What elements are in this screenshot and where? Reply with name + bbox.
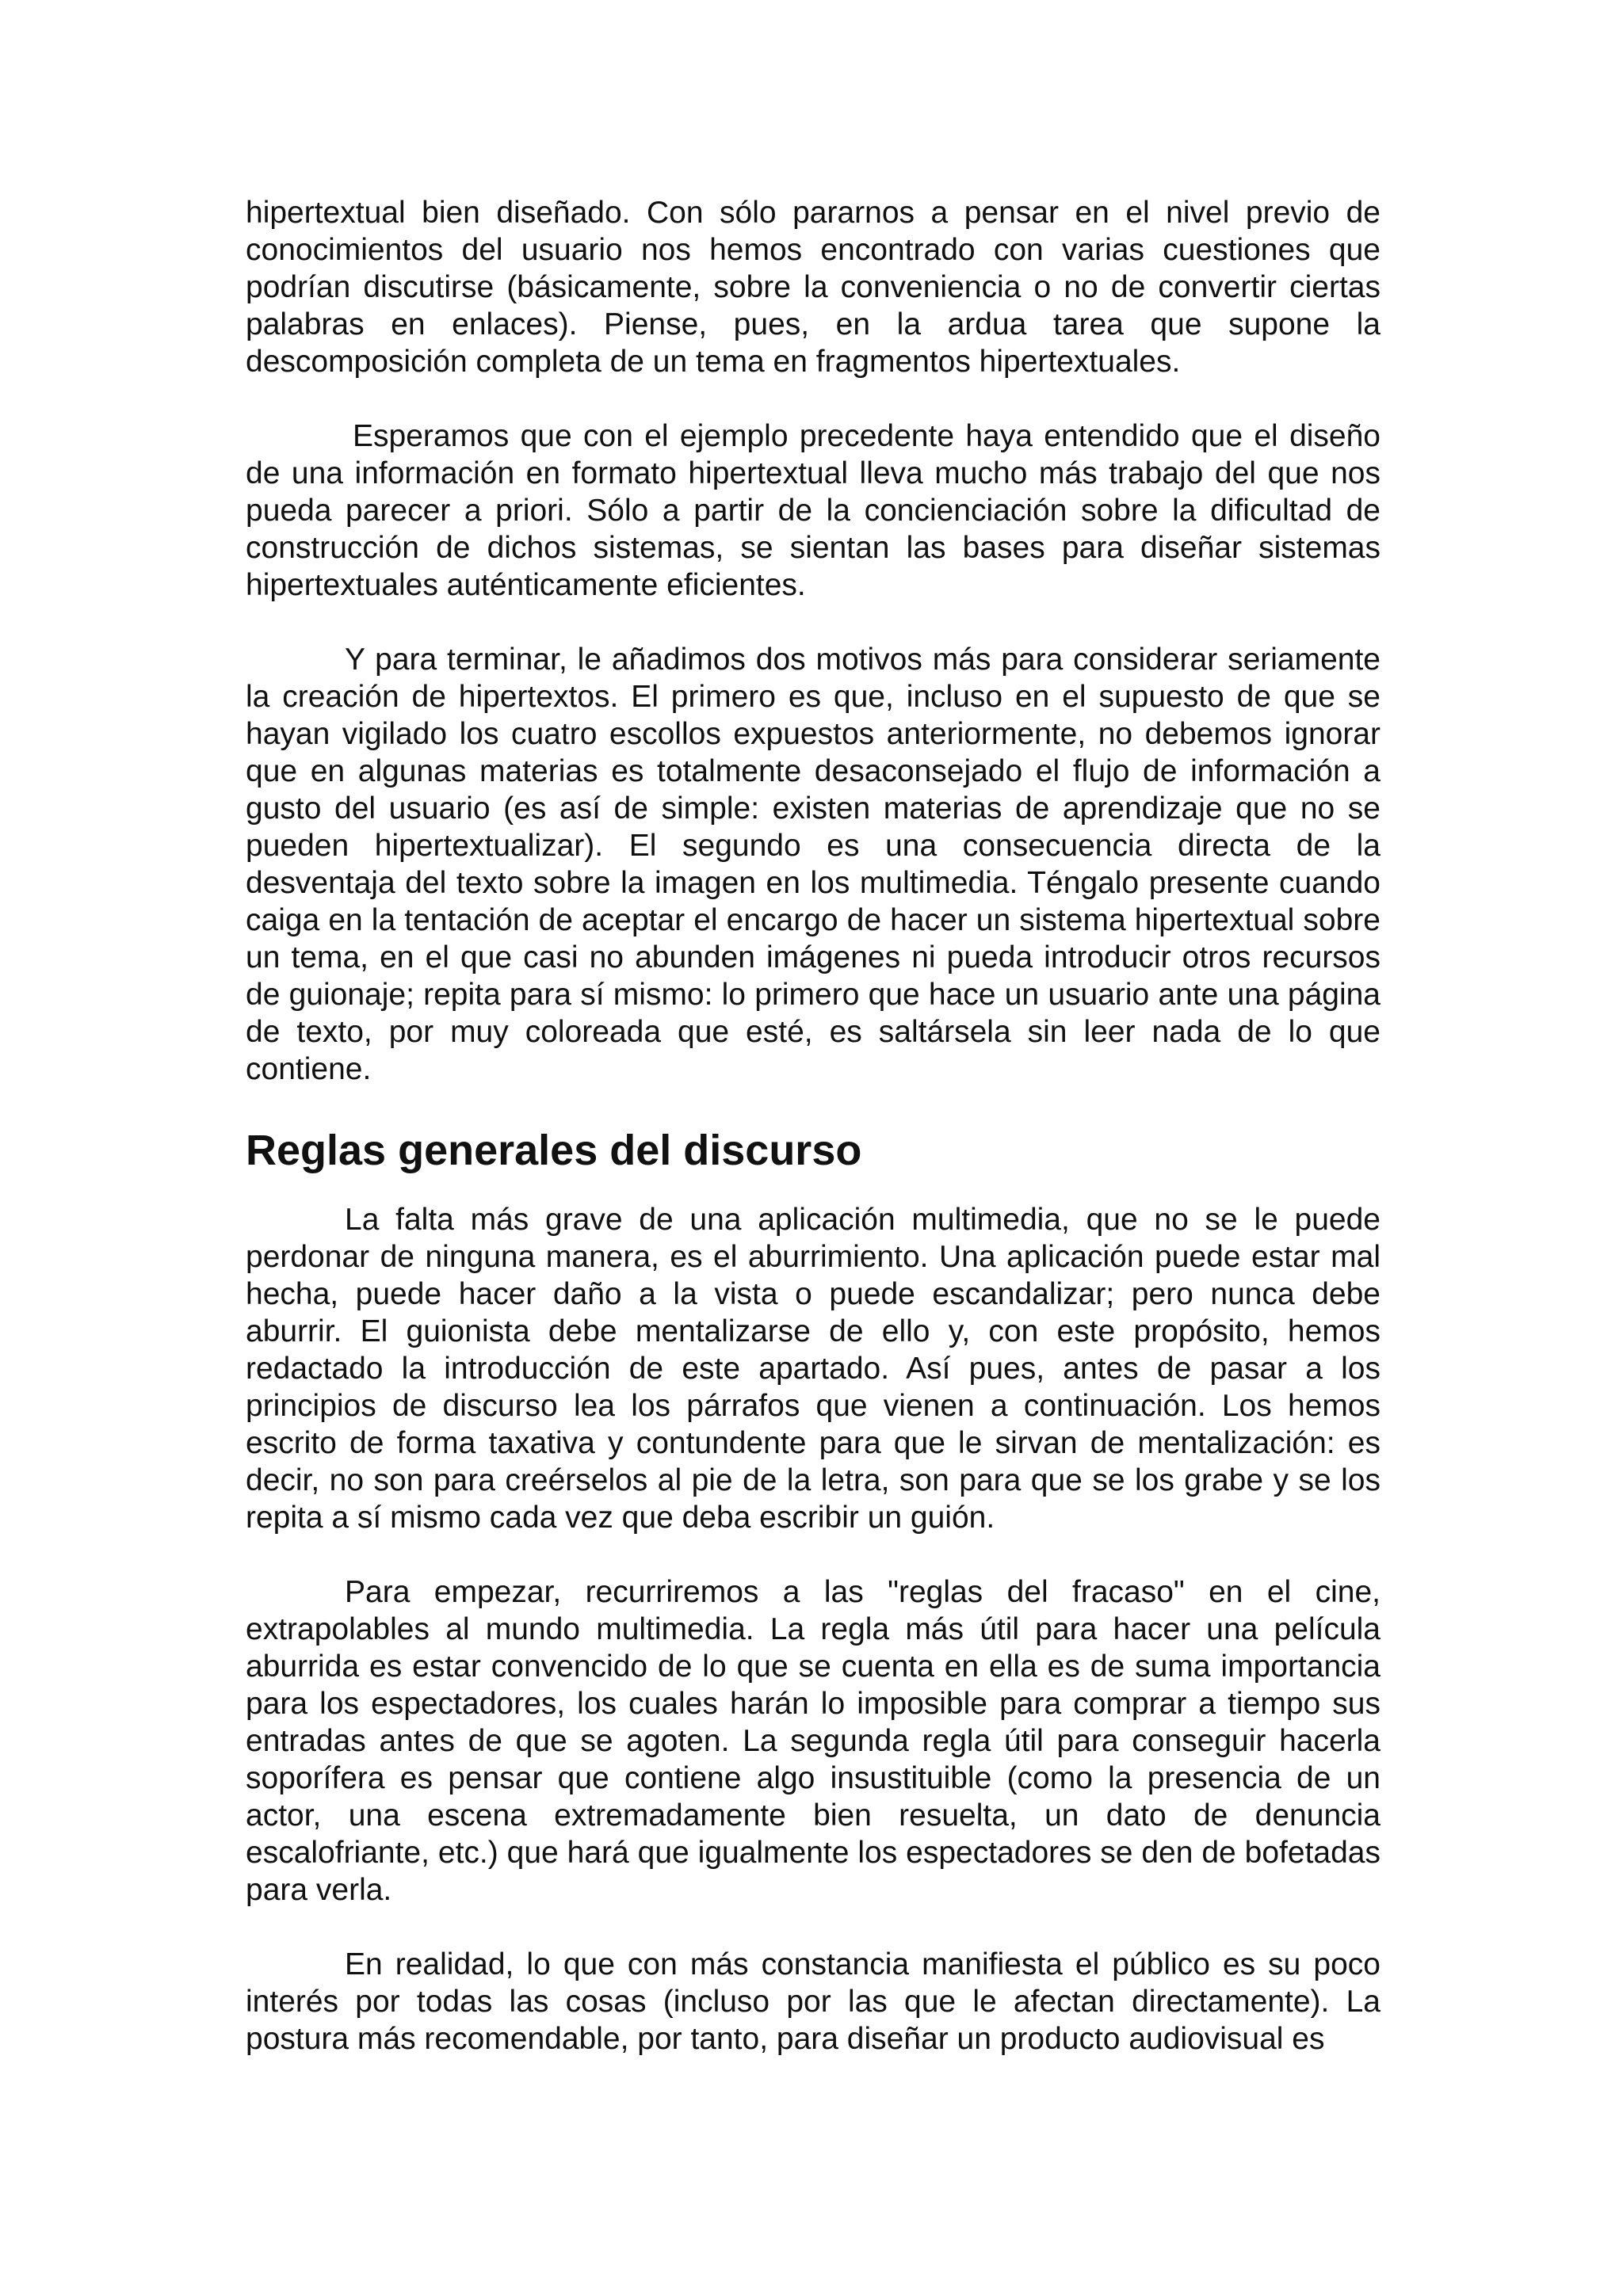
paragraph-en-realidad: En realidad, lo que con más constancia manifiesta el público es su poco interés por todas las cosas (incluso por las que le afectan directamente). La postura más recomendable, por tanto, para diseñar un producto audiovisual es (246, 1947, 1381, 2056)
document-body (246, 194, 1381, 2058)
paragraph-continuation: hipertextual bien diseñado. Con sólo pararnos a pensar en el nivel previo de conocimientos del usuario nos hemos encontrado con varias cuestiones que podrían discutirse (básicamente, sobre la conveniencia o no de convertir ciertas palabras en enlaces). Piense, pues, en la ardua tarea que supone la descomposición completa de un tema en fragmentos hipertextuales. (246, 196, 1381, 379)
paragraph-para-terminar: Y para terminar, le añadimos dos motivos más para considerar seriamente la creación de hipertextos. El primero es que, incluso en el supuesto de que se hayan vigilado los cuatro escollos expuestos anteriormente, no debemos ignorar que en algunas materias es totalmente desaconsejado el flujo de información a gusto del usuario (es así de simple: existen materias de aprendizaje que no se pueden hipertextualizar). El segundo es una consecuencia directa de la desventaja del texto sobre la imagen en los multimedia. Téngalo presente cuando caiga en la tentación de aceptar el encargo de hacer un sistema hipertextual sobre un tema, en el que casi no abunden imágenes ni pueda introducir otros recursos de guionaje; repita para sí mismo: lo primero que hace un usuario ante una página de texto, por muy coloreada que esté, es saltársela sin leer nada de lo que contiene. (246, 643, 1381, 1086)
paragraph-esperamos: Esperamos que con el ejemplo precedente haya entendido que el diseño de una información en formato hipertextual lleva mucho más trabajo del que nos pueda parecer a priori. Sólo a partir de la concienciación sobre la dificultad de construcción de dichos sistemas, se sientan las bases para diseñar sistemas hipertextuales auténticamente eficientes. (246, 419, 1381, 602)
paragraph-reglas-fracaso: Para empezar, recurriremos a las "reglas del fracaso" en el cine, extrapolables al mundo multimedia. La regla más útil para hacer una película aburrida es estar convencido de lo que se cuenta en ella es de suma importancia para los espectadores, los cuales harán lo imposible para comprar a tiempo sus entradas antes de que se agoten. La segunda regla útil para conseguir hacerla soporífera es pensar que contiene algo insustituible (como la presencia de un actor, una escena extremadamente bien resuelta, un dato de denuncia escalofriante, etc.) que hará que igualmente los espectadores se den de bofetadas para verla. (246, 1575, 1381, 1907)
section-heading: Reglas generales del discurso (246, 1127, 862, 1174)
paragraph-falta-grave: La falta más grave de una aplicación multimedia, que no se le puede perdonar de ninguna manera, es el aburrimiento. Una aplicación puede estar mal hecha, puede hacer daño a la vista o puede escandalizar; pero nunca debe aburrir. El guionista debe mentalizarse de ello y, con este propósito, hemos redactado la introducción de este apartado. Así pues, antes de pasar a los principios de discurso lea los párrafos que vienen a continuación. Los hemos escrito de forma taxativa y contundente para que le sirvan de mentalización: es decir, no son para creérselos al pie de la letra, son para que se los grabe y se los repita a sí mismo cada vez que deba escribir un guión. (246, 1203, 1381, 1535)
